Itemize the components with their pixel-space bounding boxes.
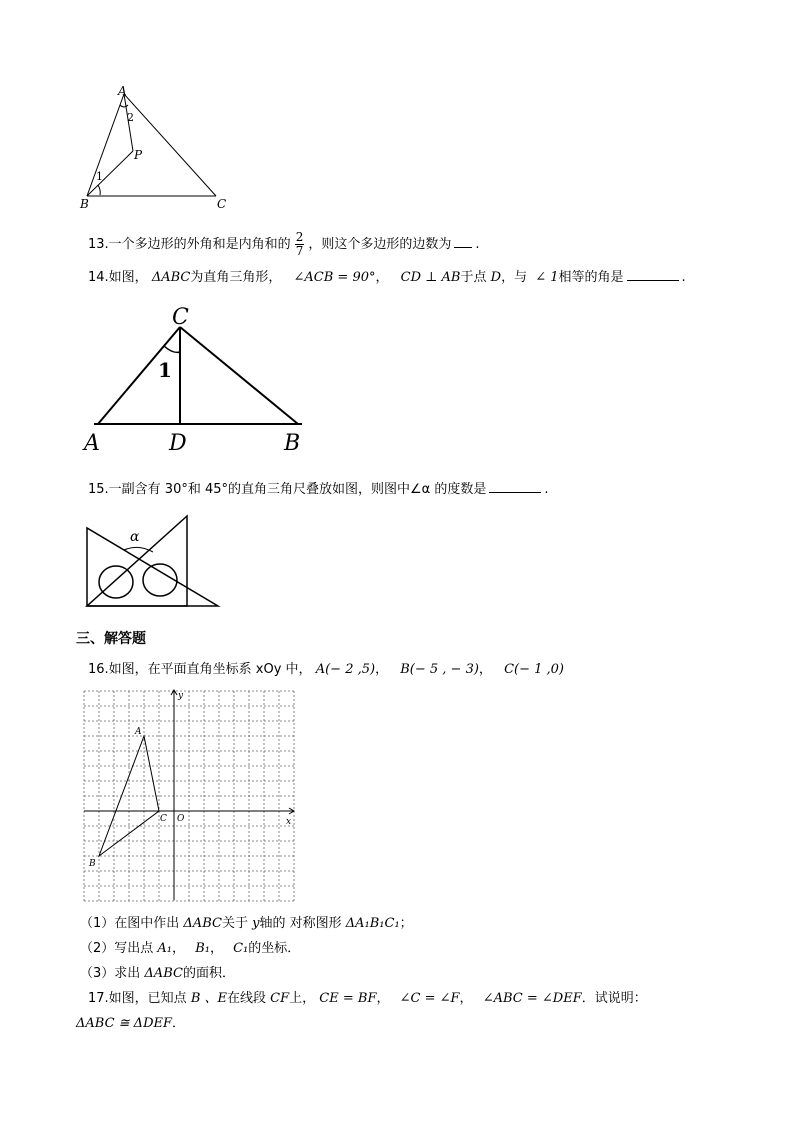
q14-point-d: D [490,270,502,285]
q13-period: . [475,237,480,252]
q17-equation-1: CE = BF [319,991,377,1006]
q15-text: 15.一副含有 30°和 45°的直角三角尺叠放如图，则图中∠α 的度数是 [88,482,487,497]
question-16-part-2 [80,940,300,958]
q14-triangle: ΔABC [151,270,191,285]
q14-prefix: 14.如图， [88,270,148,285]
q14-text3: ，与 [501,270,528,285]
figure-triangle-p [70,84,240,214]
point-b-label: B [89,859,96,869]
answer-blank [454,235,472,248]
q16-3-text2: 的面积． [182,966,235,981]
q16-2-sep: ， [172,941,186,956]
q13-text-after: ，则这个多边形的边数为 [308,237,452,252]
question-13 [88,231,479,258]
q16-sep: ， [375,662,389,677]
q16-3-text: （3）求出 [80,966,141,981]
x-axis-label: x [286,817,292,827]
q16-2-point-b1: B₁ [195,941,210,956]
q16-2-text2: 的坐标． [248,941,301,956]
angle-1-label: 1 [96,170,103,183]
answer-blank [489,480,541,493]
question-16 [88,661,564,679]
label-A: A [118,84,127,98]
q17-sep: ， [376,991,390,1006]
q16-2-point-c1: C₁ [233,941,249,956]
answer-blank [627,268,679,281]
label-D: D [169,431,187,456]
q14-text4: 相等的角是 [558,270,624,285]
question-17-line-2 [76,1015,185,1033]
q17-sep: ， [459,991,473,1006]
q16-2-sep: ， [209,941,223,956]
angle-1-label: 1 [158,358,172,382]
angle-2-label: 2 [127,111,134,124]
question-16-part-3 [80,965,235,983]
q14-period: . [681,270,686,285]
q17-segment: CF [270,991,290,1006]
origin-label: O [177,814,185,824]
label-B: B [284,431,301,456]
point-a-label: A [135,727,142,737]
q16-1-triangle-image: ΔA₁B₁C₁ [345,916,400,931]
q16-point-b: B(− 5 , − 3) [400,662,479,677]
q16-point-c: C(− 1 ,0) [504,662,564,677]
q16-1-end: ； [399,916,413,931]
y-axis-label: y [178,691,184,701]
q14-sep: ， [375,270,389,285]
q17-prefix: 17.如图，已知点 [88,991,187,1006]
q14-perpendicular: CD ⊥ AB [400,270,461,285]
label-P: P [134,148,143,162]
q17-end: ． [172,1016,186,1031]
fraction-denominator: 7 [295,244,304,258]
q16-1-text3: 轴的 对称图形 [259,916,342,931]
label-A: A [84,431,100,456]
point-c-label: C [160,814,167,824]
q16-1-axis: y [252,916,260,931]
question-14 [88,268,686,287]
label-B: B [80,197,89,211]
question-17 [88,990,647,1008]
q17-text2: 上， [289,991,316,1006]
section-title: 三、解答题 [76,631,146,647]
q16-point-a: A(− 2 ,5) [315,662,376,677]
fraction-numerator: 2 [295,230,304,244]
q16-prefix: 16.如图，在平面直角坐标系 xOy 中， [88,662,312,677]
q16-1-text2: 关于 [221,916,248,931]
alpha-label: α [130,529,140,545]
q17-text: 在线段 [227,991,267,1006]
q17-congruence: ΔABC ≅ ΔDEF [76,1016,172,1031]
q14-text: 为直角三角形， [190,270,282,285]
q17-equation-3: ∠ABC = ∠DEF [482,991,582,1006]
q16-2-text: （2）写出点 [80,941,154,956]
fraction-2-7 [295,231,305,258]
question-16-part-1 [80,915,413,933]
figure-15-set-squares [80,510,230,614]
q16-1-triangle: ΔABC [183,916,222,931]
q16-sep: ， [478,662,492,677]
q16-2-point-a1: A₁ [157,941,173,956]
coordinate-grid [80,688,302,904]
q16-3-triangle: ΔABC [144,966,183,981]
question-15 [88,480,549,499]
label-C: C [172,305,189,330]
q14-angle-1: ∠ 1 [535,270,559,285]
label-C: C [217,197,227,211]
q16-1-text: （1）在图中作出 [80,916,180,931]
q17-points: B 、E [190,991,228,1006]
q15-period: . [544,482,549,497]
q14-angle: ∠ACB = 90° [293,270,376,285]
q13-text: 13.一个多边形的外角和是内角和的 [88,237,291,252]
q14-text2: 于点 [460,270,487,285]
q17-equation-2: ∠C = ∠F [399,991,460,1006]
figure-14-triangle [80,300,320,460]
q17-text3: ．试说明： [581,991,647,1006]
